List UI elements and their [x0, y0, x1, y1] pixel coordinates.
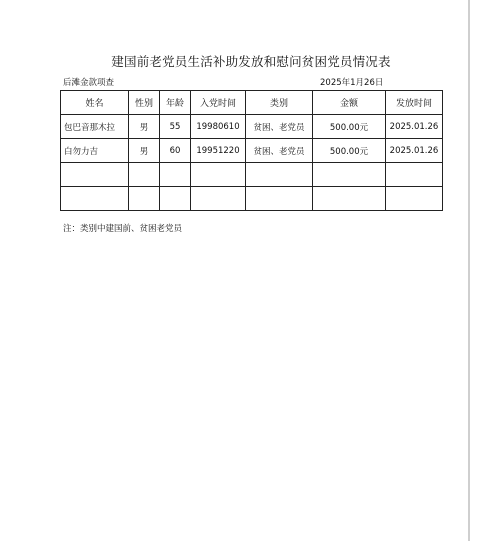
cell-empty [61, 187, 129, 211]
cell-empty [191, 187, 246, 211]
document-title: 建国前老党员生活补助发放和慰问贫困党员情况表 [111, 54, 391, 69]
table-row [61, 139, 443, 163]
table-row-empty [61, 163, 443, 187]
header-issue-date: 发放时间 [386, 91, 443, 115]
table-row-empty [61, 187, 443, 211]
table-header-row [61, 91, 443, 115]
cell-empty [191, 163, 246, 187]
cell-empty [313, 187, 386, 211]
cell-empty [246, 187, 313, 211]
cell-gender: 男 [129, 139, 160, 163]
cell-category: 贫困、老党员 [246, 139, 313, 163]
cell-category: 贫困、老党员 [246, 115, 313, 139]
cell-empty [160, 187, 191, 211]
cell-name: 包巴音那木拉 [61, 115, 129, 139]
date-label: 2025年1月26日 [320, 78, 384, 88]
cell-empty [61, 163, 129, 187]
header-join-date: 入党时间 [191, 91, 246, 115]
cell-amount: 500.00元 [313, 139, 386, 163]
cell-empty [160, 163, 191, 187]
cell-gender: 男 [129, 115, 160, 139]
cell-empty [129, 163, 160, 187]
cell-age: 55 [160, 115, 191, 139]
cell-name: 白勿力吉 [61, 139, 129, 163]
header-age: 年龄 [160, 91, 191, 115]
table-row [61, 115, 443, 139]
cell-empty [386, 187, 443, 211]
unit-label: 后滩金款项查 [63, 78, 115, 88]
page-edge [468, 0, 470, 541]
footnote: 注：类别中建国前、贫困老党员 [63, 224, 183, 234]
cell-join-date: 19951220 [191, 139, 246, 163]
cell-empty [246, 163, 313, 187]
header-name: 姓名 [61, 91, 129, 115]
cell-issue-date: 2025.01.26 [386, 139, 443, 163]
cell-age: 60 [160, 139, 191, 163]
header-category: 类别 [246, 91, 313, 115]
cell-empty [129, 187, 160, 211]
cell-join-date: 19980610 [191, 115, 246, 139]
subsidy-table [60, 90, 443, 211]
cell-empty [313, 163, 386, 187]
cell-empty [386, 163, 443, 187]
header-gender: 性别 [129, 91, 160, 115]
cell-issue-date: 2025.01.26 [386, 115, 443, 139]
cell-amount: 500.00元 [313, 115, 386, 139]
header-amount: 金额 [313, 91, 386, 115]
